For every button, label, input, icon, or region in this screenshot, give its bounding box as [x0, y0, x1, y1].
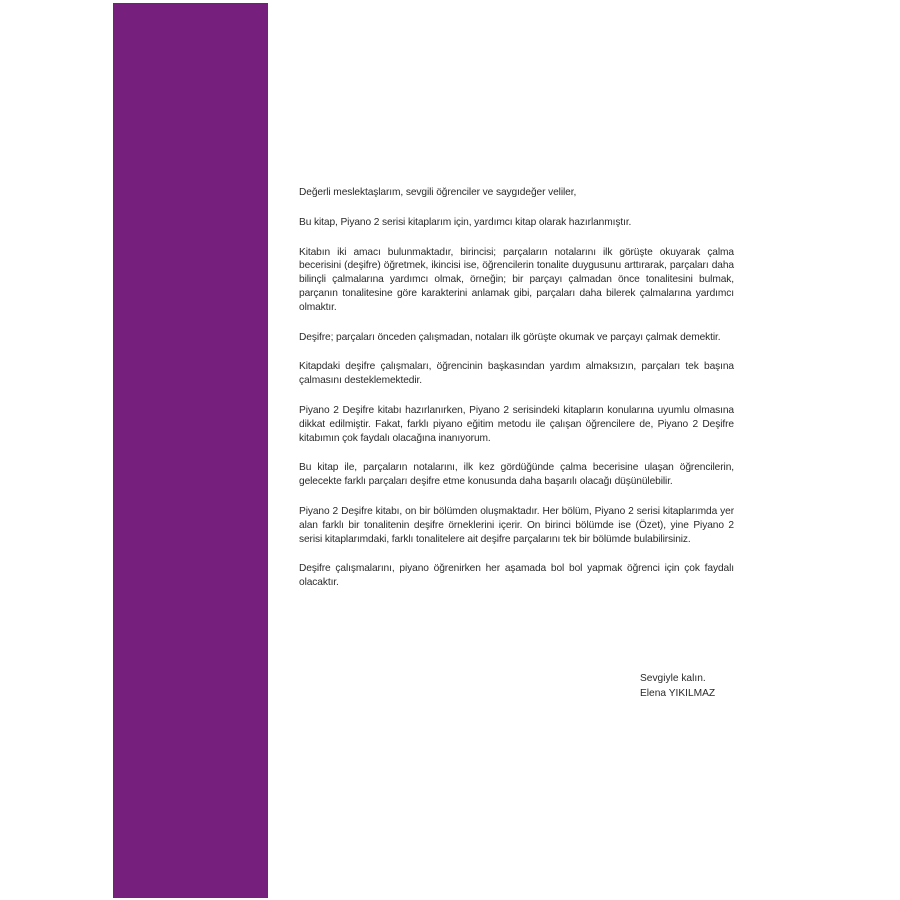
decorative-purple-band — [113, 3, 268, 898]
signature-block — [640, 671, 715, 701]
letter-paragraph: Piyano 2 Deşifre kitabı hazırlanırken, Piyano 2 serisindeki kitapların konularına uyumlu olmasına dikkat edilmiştir. Fakat, farklı piyano eğitim metodu ile çalışan öğrencilere de, Piyano 2 Deşifre kitabımın çok faydalı olacağına inanıyorum. — [299, 404, 734, 444]
letter-salutation: Değerli meslektaşlarım, sevgili öğrenciler ve saygıdeğer veliler, — [299, 187, 577, 198]
letter-paragraph: Deşifre çalışmalarını, piyano öğrenirken her aşamada bol bol yapmak öğrenci için çok faydalı olacaktır. — [299, 563, 734, 589]
letter-body — [299, 186, 734, 606]
letter-paragraph: Kitabın iki amacı bulunmaktadır, birincisi; parçaların notalarını ilk görüşte okuyarak çalma becerisini (deşifre) öğretmek, ikincisi ise, öğrencilerin tonalite duygusunu arttırarak, parçaları daha bilinçli çalmalarına yardımcı olmak, örneğin; bir parçayı çalmadan önce tonalitesini bulmak, parçanın tonalitesine göre karakterini anlamak gibi, parçaları daha bilerek çalmalarına yardımcı olmaktır. — [299, 246, 734, 313]
letter-paragraph: Deşifre; parçaları önceden çalışmadan, notaları ilk görüşte okumak ve parçayı çalmak demektir. — [299, 331, 721, 343]
letter-paragraph: Kitapdaki deşifre çalışmaları, öğrencinin başkasından yardım almaksızın, parçaları tek başına çalmasını desteklemektedir. — [299, 361, 734, 387]
author-name: Elena YIKILMAZ — [640, 688, 716, 699]
letter-paragraph: Bu kitap ile, parçaların notalarını, ilk kez gördüğünde çalma becerisine ulaşan öğrencilerin, gelecekte farklı parçaları deşifre etme konusunda daha başarılı olacağı düşünülebilir. — [299, 462, 734, 488]
letter-paragraph: Bu kitap, Piyano 2 serisi kitaplarım için, yardımcı kitap olarak hazırlanmıştır. — [299, 216, 632, 228]
letter-paragraph: Piyano 2 Deşifre kitabı, on bir bölümden oluşmaktadır. Her bölüm, Piyano 2 serisi kitaplarımda yer alan farklı bir tonalitenin deşifre örneklerini içerir. On birinci bölümde ise (Özet), yine Piyano 2 serisi kitaplarımdaki, farklı tonalitelere ait deşifre parçalarını tek bir bölümde bulabilirsiniz. — [299, 505, 734, 545]
closing-line: Sevgiyle kalın. — [640, 673, 706, 684]
